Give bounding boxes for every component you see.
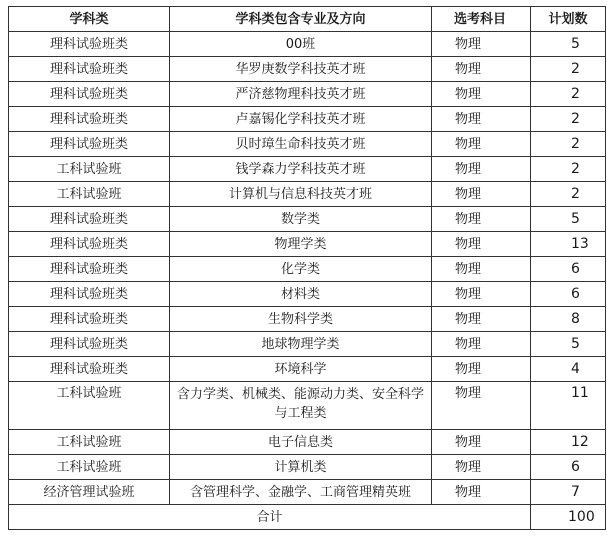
cell-subject: 物理 (432, 107, 531, 132)
table-row (9, 57, 606, 82)
table-row (9, 207, 606, 232)
cell-count: 2 (531, 182, 606, 207)
cell-discipline-type: 理科试验班类 (9, 332, 170, 357)
enrollment-plan-table (8, 6, 606, 530)
cell-major: 地球物理学类 (170, 332, 432, 357)
cell-count: 5 (531, 32, 606, 57)
total-row (9, 505, 606, 530)
cell-count: 13 (531, 232, 606, 257)
table-body (9, 32, 606, 530)
cell-count: 4 (531, 357, 606, 382)
table-row (9, 455, 606, 480)
cell-count: 6 (531, 455, 606, 480)
cell-count: 7 (531, 480, 606, 505)
cell-subject: 物理 (432, 57, 531, 82)
cell-count: 8 (531, 307, 606, 332)
cell-subject: 物理 (432, 357, 531, 382)
table-row (9, 32, 606, 57)
table-row (9, 182, 606, 207)
cell-subject: 物理 (432, 32, 531, 57)
cell-count: 2 (531, 132, 606, 157)
cell-discipline-type: 理科试验班类 (9, 357, 170, 382)
cell-count: 2 (531, 107, 606, 132)
cell-count: 12 (531, 430, 606, 455)
cell-discipline-type: 工科试验班 (9, 382, 170, 430)
table-row (9, 157, 606, 182)
table-row (9, 257, 606, 282)
table-row (9, 232, 606, 257)
cell-subject: 物理 (432, 182, 531, 207)
table-row (9, 430, 606, 455)
cell-discipline-type: 理科试验班类 (9, 207, 170, 232)
cell-major: 贝时璋生命科技英才班 (170, 132, 432, 157)
cell-discipline-type: 经济管理试验班 (9, 480, 170, 505)
cell-count: 5 (531, 207, 606, 232)
cell-discipline-type: 理科试验班类 (9, 82, 170, 107)
cell-discipline-type: 理科试验班类 (9, 32, 170, 57)
cell-major: 数学类 (170, 207, 432, 232)
table-row (9, 82, 606, 107)
table-row (9, 107, 606, 132)
table-row (9, 132, 606, 157)
cell-count: 6 (531, 257, 606, 282)
total-label: 合计 (9, 505, 531, 530)
cell-subject: 物理 (432, 455, 531, 480)
cell-discipline-type: 工科试验班 (9, 430, 170, 455)
cell-count: 6 (531, 282, 606, 307)
cell-discipline-type: 工科试验班 (9, 182, 170, 207)
cell-major: 含力学类、机械类、能源动力类、安全科学与工程类 (170, 382, 432, 430)
table-row (9, 382, 606, 430)
cell-major: 计算机类 (170, 455, 432, 480)
table-row (9, 332, 606, 357)
cell-subject: 物理 (432, 282, 531, 307)
cell-major: 含管理科学、金融学、工商管理精英班 (170, 480, 432, 505)
cell-discipline-type: 理科试验班类 (9, 107, 170, 132)
cell-major: 卢嘉锡化学科技英才班 (170, 107, 432, 132)
cell-major: 钱学森力学科技英才班 (170, 157, 432, 182)
cell-major: 严济慈物理科技英才班 (170, 82, 432, 107)
cell-subject: 物理 (432, 207, 531, 232)
cell-major: 化学类 (170, 257, 432, 282)
table-row (9, 282, 606, 307)
cell-discipline-type: 理科试验班类 (9, 132, 170, 157)
cell-discipline-type: 理科试验班类 (9, 257, 170, 282)
cell-count: 2 (531, 82, 606, 107)
total-value: 100 (531, 505, 606, 530)
table-row (9, 357, 606, 382)
table-row (9, 307, 606, 332)
header-required-subject: 选考科目 (432, 7, 531, 32)
cell-subject: 物理 (432, 157, 531, 182)
cell-subject: 物理 (432, 332, 531, 357)
enrollment-table-container (8, 6, 606, 530)
cell-discipline-type: 工科试验班 (9, 157, 170, 182)
cell-major: 环境科学 (170, 357, 432, 382)
cell-major: 00班 (170, 32, 432, 57)
cell-subject: 物理 (432, 480, 531, 505)
cell-discipline-type: 理科试验班类 (9, 307, 170, 332)
cell-subject: 物理 (432, 232, 531, 257)
header-majors: 学科类包含专业及方向 (170, 7, 432, 32)
cell-count: 11 (531, 382, 606, 430)
table-header-row (9, 7, 606, 32)
cell-discipline-type: 理科试验班类 (9, 57, 170, 82)
cell-discipline-type: 理科试验班类 (9, 232, 170, 257)
cell-count: 2 (531, 57, 606, 82)
cell-major: 物理学类 (170, 232, 432, 257)
cell-major: 华罗庚数学科技英才班 (170, 57, 432, 82)
cell-subject: 物理 (432, 382, 531, 430)
cell-subject: 物理 (432, 430, 531, 455)
cell-count: 5 (531, 332, 606, 357)
cell-major: 生物科学类 (170, 307, 432, 332)
cell-discipline-type: 理科试验班类 (9, 282, 170, 307)
cell-major: 计算机与信息科技英才班 (170, 182, 432, 207)
cell-subject: 物理 (432, 82, 531, 107)
cell-count: 2 (531, 157, 606, 182)
cell-subject: 物理 (432, 307, 531, 332)
table-row (9, 480, 606, 505)
header-discipline-type: 学科类 (9, 7, 170, 32)
cell-discipline-type: 工科试验班 (9, 455, 170, 480)
cell-major: 电子信息类 (170, 430, 432, 455)
header-plan-count: 计划数 (531, 7, 606, 32)
cell-major: 材料类 (170, 282, 432, 307)
cell-subject: 物理 (432, 132, 531, 157)
cell-subject: 物理 (432, 257, 531, 282)
